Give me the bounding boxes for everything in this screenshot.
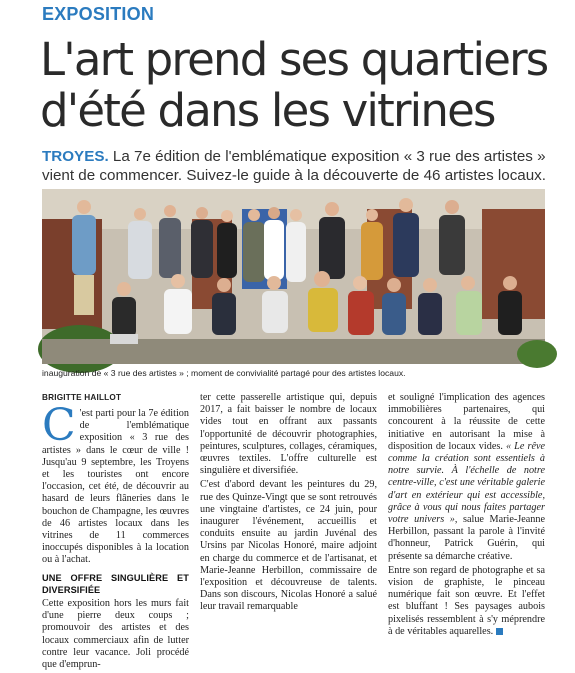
dropcap: C [42, 400, 76, 451]
subhead: UNE OFFRE SINGULIÈRE ET DIVERSIFIÉE [42, 572, 189, 595]
photo-caption: inauguration de « 3 rue des artistes » ; moment de convivialité partagé pour des artistes locaux. [42, 368, 406, 378]
paragraph-text: et souligné l'implication des agences immobilières partenaires, qui concourent à la réussite de cette initiative en autorisant la mise à disposition de locaux vides. [388, 392, 545, 452]
paragraph: C'est d'abord devant les peintures du 29, rue des Quinze-Vingt que se sont retrouvés une vingtaine d'artistes, ce 24 juin, pour inaugurer l'événement, accueillis et conduits ensuite au jardin Juvénal des Ursins par Nicolas Honoré, maire adjoint en charge du commerce et de l'artisanat, et Marie-Jeanne Herbillon, commissaire de l'exposition et découvreuse de talents. Dans son discours, Nicolas Honoré a salué leur travail remarquable [200, 479, 377, 613]
paragraph-text: Entre son regard de photographe et sa vision de graphiste, le pinceau numérique fait son œuvre. Et l'effet est bluffant ! Ses paysages aubois pixelisés ressemblent à s'y méprendre à de véritables aquarelles. [388, 564, 545, 637]
section-kicker: EXPOSITION [42, 4, 155, 24]
standfirst [42, 147, 567, 185]
quote: « Le rêve comme la création sont essentiels à notre survie. À l'échelle de notre centre-ville, c'est une véritable galerie d'art en extérieur qui est accessible, grâce à vous qui nous faites partager votre univers » [388, 440, 546, 526]
paragraph-text: , salue Marie-Jeanne Herbillon, passant la parole à l'invité d'honneur, Patrick Guérin, qui présente sa démarche créative. [388, 514, 545, 562]
paragraph [42, 400, 189, 567]
headline: L'art prend ses quartiers d'été dans les vitrines [40, 33, 548, 137]
article-column-3 [388, 392, 545, 640]
standfirst-text: La 7e édition de l'emblématique exposition « 3 rue des artistes » vient de commencer. Suivez-le guide à la découverte de 46 artistes locaux. [42, 148, 546, 184]
paragraph: ter cette passerelle artistique qui, depuis 2017, a fait baisser le nombre de locaux vides tout en offrant aux passants l'opportunité de découvrir photographies, peintures, sculptures, collages, céramiques, œuvres textiles. L'offre culturelle est singulière et diversifiée. [200, 392, 377, 477]
paragraph [388, 392, 545, 563]
paragraph: Cette exposition hors les murs fait d'une pierre deux coups ; promouvoir des artistes et des locaux commerciaux afin de lutter contre leur vacance. Joli procédé que d'emprun- [42, 598, 189, 671]
group-photo-illustration [42, 189, 545, 364]
group-photo [42, 189, 545, 364]
byline: BRIGITTE HAILLOT [42, 393, 122, 402]
article-column-1 [42, 400, 189, 673]
paragraph-text: 'est parti pour la 7e édition de l'emblématique exposition « 3 rue des artistes » dans le cœur de ville ! Jusqu'au 9 septembre, les Troyens et les touristes ont encore l'occasion, cet été, de découvrir au hasard de leurs flâneries dans le bouchon de Champagne, les œuvres de 46 artistes locaux dans les vitrines de 11 commerces inoccupés disponibles à la location ou à l'achat. [42, 408, 189, 566]
article-column-2 [200, 392, 377, 616]
standfirst-city: TROYES. [42, 148, 109, 165]
end-of-article-icon [496, 628, 503, 635]
paragraph [388, 565, 545, 638]
